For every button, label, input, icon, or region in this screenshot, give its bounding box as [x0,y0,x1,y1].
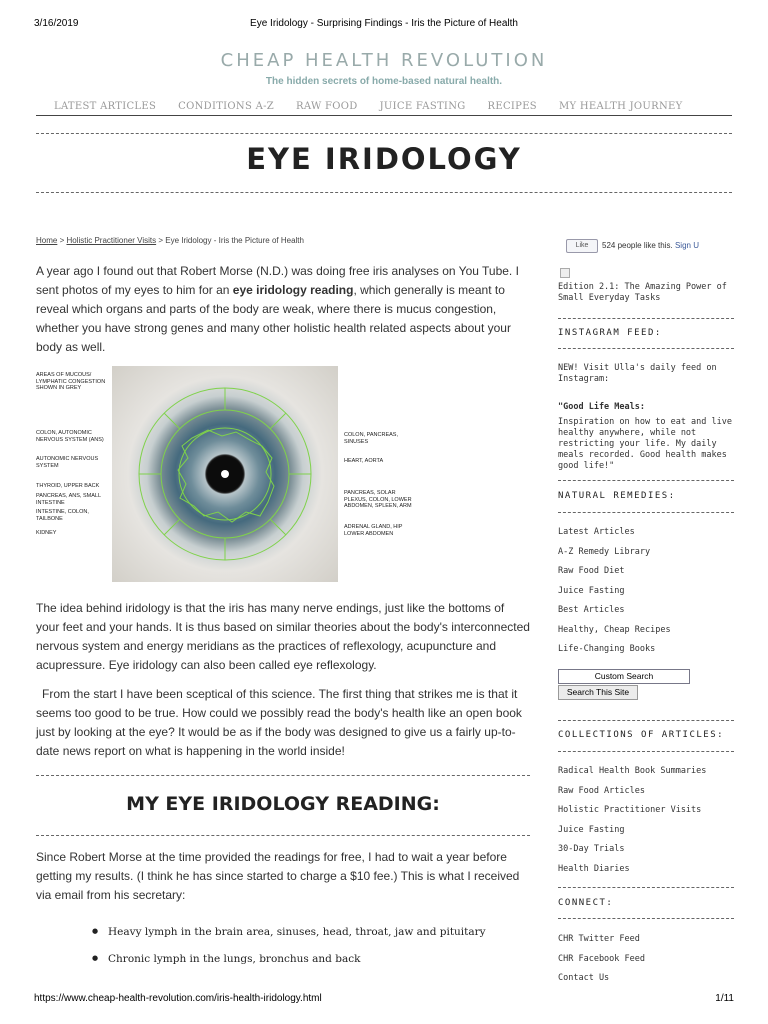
remedy-link[interactable]: Healthy, Cheap Recipes [558,624,671,635]
iris-zone-overlay [112,366,338,582]
collection-link[interactable]: Raw Food Articles [558,785,645,796]
connect-list [558,934,734,993]
collection-link[interactable]: Health Diaries [558,863,630,874]
collections-list [558,766,734,883]
print-url: https://www.cheap-health-revolution.com/iris-health-iridology.html [34,993,322,1004]
sign-up-link[interactable]: Sign U [674,241,699,250]
remedy-link[interactable]: Life-Changing Books [558,644,656,654]
twitter-feed-link[interactable]: CHR Twitter Feed [558,934,640,944]
figure-label: AUTONOMIC NERVOUS SYSTEM [36,456,99,469]
paragraph-iridology-theory: The idea behind iridology is that the iris has many nerve endings, just like the bottoms of your feet and your hands. It is thus based on similar theories about the body's interconnected nervous system and energy meridians as the practices of reflexology, acupuncture and acupressure. Eye iridology can also been called eye reflexology. [36,601,530,672]
divider [558,918,734,919]
figure-label: PANCREAS, ANS, SMALL INTESTINE [36,493,101,506]
figure-label: COLON, PANCREAS, SINUSES [344,432,398,445]
nav-recipes[interactable]: RECIPES [487,101,537,112]
page-title: EYE IRIDOLOGY [246,142,522,176]
intro-text: , which generally is meant to reveal which organs and parts of the body are weak, where there is mucus congestion, whether you have strong genes and many other holistic health related aspects about your body as well. [36,283,511,354]
section-heading: MY EYE IRIDOLOGY READING: [126,793,440,815]
intro-bold: eye iridology reading [232,283,354,297]
divider [558,720,734,721]
figure-label: THYROID, UPPER BACK [36,483,100,489]
custom-search-input[interactable]: Custom Search [558,669,690,684]
figure-label: ADRENAL GLAND, HIP LOWER ABDOMEN [344,524,403,537]
divider [36,133,732,134]
nav-conditions-a-z[interactable]: CONDITIONS A-Z [178,101,275,112]
divider [558,512,734,513]
collections-heading: COLLECTIONS OF ARTICLES: [558,730,725,740]
nav-my-health-journey[interactable]: MY HEALTH JOURNEY [558,101,683,112]
instagram-text[interactable]: NEW! Visit Ulla's daily feed on Instagram: [558,363,717,384]
print-document-title: Eye Iridology - Surprising Findings - Iris the Picture of Health [250,18,518,29]
breadcrumb [36,236,304,245]
good-life-text: Inspiration on how to eat and live healthy anywhere, while not restricting your life. My daily meals recorded. Good health makes good life!" [558,417,732,471]
like-count-text: 524 people like this. [602,241,673,250]
divider [558,887,734,888]
breadcrumb-separator: > [156,236,166,245]
remedy-link[interactable]: Latest Articles [558,527,635,537]
intro-text: A year ago I found out that Robert Morse (N.D.) was doing free iris analyses on You Tube. I sent photos of my eyes to him for an [36,264,519,297]
nav-juice-fasting[interactable]: JUICE FASTING [379,101,466,112]
list-item: ● Heavy lymph in the brain area, sinuses, head, throat, jaw and pituitary [92,926,522,953]
divider [558,480,734,481]
nav-latest-articles[interactable]: LATEST ARTICLES [54,101,157,112]
breadcrumb-separator: > [57,236,67,245]
contact-us-link[interactable]: Contact Us [558,973,610,983]
divider [36,192,732,193]
edition-link[interactable]: Edition 2.1: The Amazing Power of Small Everyday Tasks [558,282,727,303]
main-nav [36,100,732,116]
iridology-chart-figure [36,366,416,582]
collection-link[interactable]: Holistic Practitioner Visits [558,805,702,815]
breadcrumb-current: Eye Iridology - Iris the Picture of Health [165,236,304,245]
figure-label: HEART, AORTA [344,458,384,464]
site-tagline: The hidden secrets of home-based natural health. [265,76,503,87]
breadcrumb-home[interactable]: Home [36,236,58,245]
eye-iris-photo [112,366,338,582]
intro-paragraph [36,262,530,357]
divider [558,751,734,752]
remedy-link[interactable]: A-Z Remedy Library [558,546,651,557]
connect-heading: CONNECT: [558,898,614,908]
like-count [602,241,699,250]
print-page-number: 1/11 [715,993,734,1004]
instagram-heading: INSTAGRAM FEED: [558,328,662,338]
divider [558,348,734,349]
print-footer [34,993,734,1007]
remedy-link[interactable]: Juice Fasting [558,585,625,596]
breadcrumb-section[interactable]: Holistic Practitioner Visits [66,236,157,245]
figure-label: COLON, AUTONOMIC NERVOUS SYSTEM (ANS) [36,430,104,443]
divider [558,318,734,319]
remedy-link[interactable]: Raw Food Diet [558,566,625,576]
paragraph-reading-intro: Since Robert Morse at the time provided the readings for free, I had to wait a year before getting my results. (I think he has since started to charge a $10 fee.) This is what I received via email from his secretary: [36,850,520,902]
good-life-title: "Good Life Meals: [558,402,645,412]
print-header [34,18,734,32]
site-title[interactable]: CHEAP HEALTH REVOLUTION [220,50,548,71]
remedies-list [558,527,734,664]
facebook-like-button[interactable]: Like [566,239,598,253]
search-site-button[interactable]: Search This Site [558,685,638,700]
figure-label: INTESTINE, COLON, TAILBONE [36,509,89,522]
paragraph-scepticism: From the start I have been sceptical of this science. The first thing that strikes me is that it seems too good to be true. How could we possibly read the body's health like an open book just by looking at the eye? It would be as if the body was designed to give us a fairly up-to-date news report on what is happening in the world inside! [36,687,522,758]
divider [36,775,530,776]
collection-link[interactable]: 30-Day Trials [558,844,625,854]
reading-results-list [92,926,522,980]
facebook-feed-link[interactable]: CHR Facebook Feed [558,953,645,964]
figure-label: AREAS OF MUCOUS/ LYMPHATIC CONGESTION SHOWN IN GREY [36,372,106,391]
figure-label: PANCREAS, SOLAR PLEXUS, COLON, LOWER ABDOMEN, SPLEEN, ARM [344,490,412,509]
remedy-link[interactable]: Best Articles [558,605,625,615]
divider [36,835,530,836]
collection-link[interactable]: Juice Fasting [558,824,625,835]
broken-image-icon [560,268,570,278]
figure-label: KIDNEY [36,530,57,536]
print-date: 3/16/2019 [34,18,79,29]
remedies-heading: NATURAL REMEDIES: [558,491,676,501]
collection-link[interactable]: Radical Health Book Summaries [558,766,707,776]
list-item: ● Chronic lymph in the lungs, bronchus and back [92,953,522,980]
nav-raw-food[interactable]: RAW FOOD [296,101,358,112]
